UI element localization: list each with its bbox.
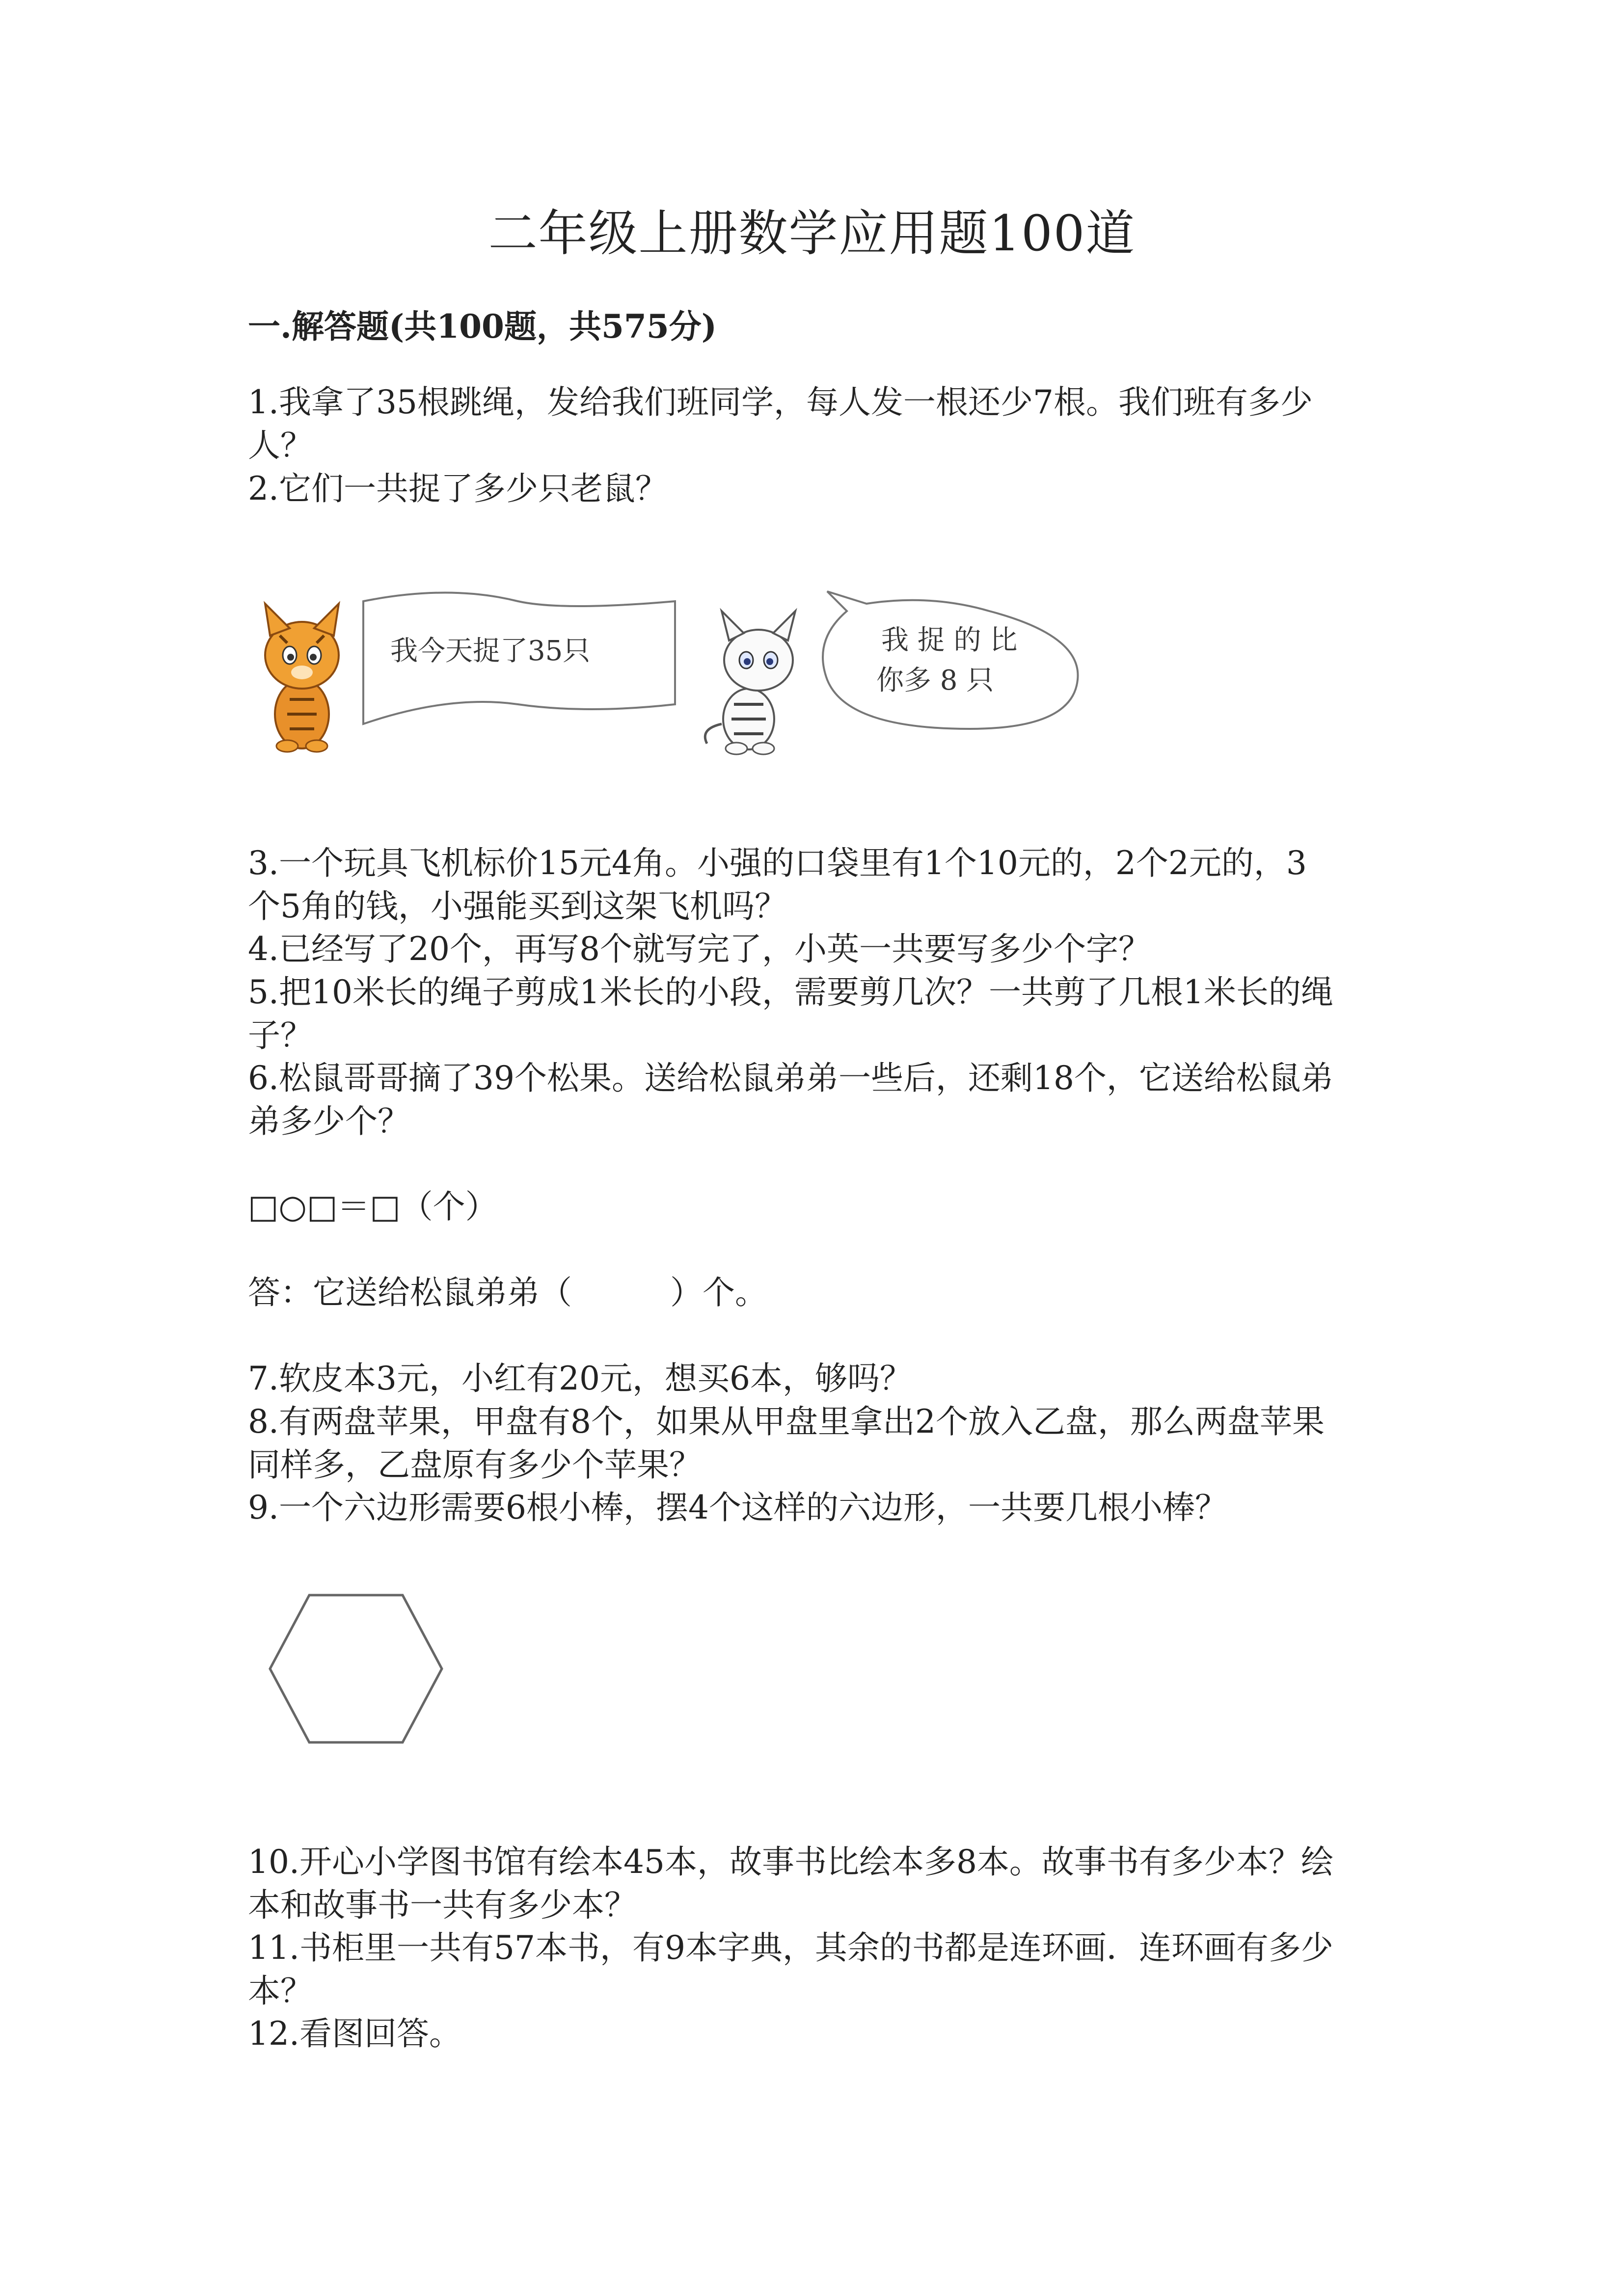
page-title: 二年级上册数学应用题100道 xyxy=(488,205,1136,262)
bubble-2-text-line-2: 你多 8 只 xyxy=(876,665,994,696)
speech-bubble-2 xyxy=(823,591,1078,729)
bubble-1-text: 我今天捉了35只 xyxy=(390,635,591,667)
answer-suffix: ）个。 xyxy=(670,1274,767,1311)
answer-prefix: 答：它送给松鼠弟弟（ xyxy=(248,1274,572,1311)
cats-figure xyxy=(243,582,1092,763)
question-11-line-1: 11.书柜里一共有57本书，有9本字典，其余的书都是连环画．连环画有多少 xyxy=(248,1929,1333,1967)
question-6-formula: □○□＝□（个） xyxy=(248,1188,498,1226)
orange-cat-image xyxy=(265,604,339,752)
question-4: 4.已经写了20个，再写8个就写完了，小英一共要写多少个字？ xyxy=(248,930,1151,968)
question-9: 9.一个六边形需要6根小棒，摆4个这样的六边形，一共要几根小棒？ xyxy=(248,1489,1227,1526)
question-6-line-1: 6.松鼠哥哥摘了39个松果。送给松鼠弟弟一些后，还剩18个，它送给松鼠弟 xyxy=(248,1059,1333,1097)
question-2: 2.它们一共捉了多少只老鼠？ xyxy=(248,470,668,507)
question-10-line-2: 本和故事书一共有多少本？ xyxy=(248,1886,637,1924)
white-cat-image xyxy=(705,611,795,754)
question-10-line-1: 10.开心小学图书馆有绘本45本，故事书比绘本多8本。故事书有多少本？绘 xyxy=(248,1843,1333,1881)
question-3-line-2: 个5角的钱，小强能买到这架飞机吗？ xyxy=(248,887,787,925)
question-1-line-1: 1.我拿了35根跳绳，发给我们班同学，每人发一根还少7根。我们班有多少 xyxy=(248,383,1313,421)
question-3-line-1: 3.一个玩具飞机标价15元4角。小强的口袋里有1个10元的，2个2元的，3 xyxy=(248,844,1307,882)
question-5-line-1: 5.把10米长的绳子剪成1米长的小段，需要剪几次？一共剪了几根1米长的绳 xyxy=(248,973,1333,1011)
question-11-line-2: 本？ xyxy=(248,1972,313,2010)
question-7: 7.软皮本3元，小红有20元，想买6本，够吗？ xyxy=(248,1360,912,1397)
question-6-answer xyxy=(248,1271,767,1314)
section-heading: 一.解答题(共100题，共575分) xyxy=(248,307,717,346)
hexagon-figure xyxy=(265,1593,447,1750)
question-6-line-2: 弟多少个？ xyxy=(248,1102,410,1140)
question-8-line-2: 同样多，乙盘原有多少个苹果？ xyxy=(248,1446,702,1484)
question-8-line-1: 8.有两盘苹果，甲盘有8个，如果从甲盘里拿出2个放入乙盘，那么两盘苹果 xyxy=(248,1403,1325,1441)
bubble-2-text-line-1: 我 捉 的 比 xyxy=(881,624,1018,656)
question-5-line-2: 子？ xyxy=(248,1016,313,1054)
question-1-line-2: 人？ xyxy=(248,427,313,464)
question-12: 12.看图回答。 xyxy=(248,2015,461,2053)
